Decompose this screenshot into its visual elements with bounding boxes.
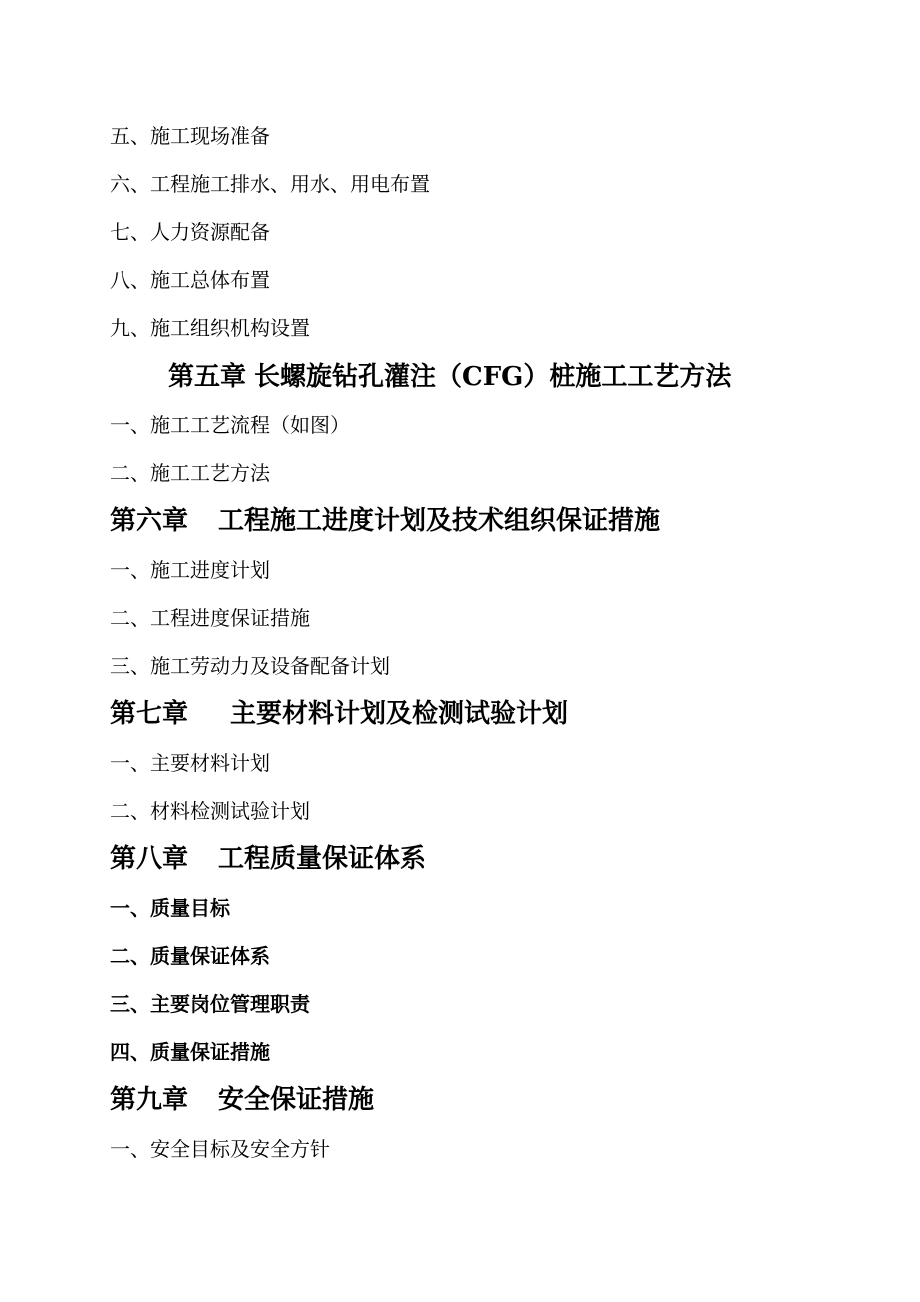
chapter-6-number: 第六章	[110, 506, 189, 536]
toc-item-materials-testing: 二、材料检测试验计划	[110, 799, 310, 823]
toc-item-safety-goal: 一、安全目标及安全方针	[110, 1137, 330, 1161]
toc-item-drainage-water-power: 六、工程施工排水、用水、用电布置	[110, 172, 430, 196]
toc-item-human-resources: 七、人力资源配备	[110, 220, 270, 244]
chapter-9-heading	[110, 1087, 374, 1113]
chapter-8-heading	[110, 846, 426, 872]
toc-item-quality-goal: 一、质量目标	[110, 896, 230, 920]
chapter-8-number: 第八章	[110, 844, 189, 874]
toc-item-materials-plan: 一、主要材料计划	[110, 751, 270, 775]
chapter-8-title: 工程质量保证体系	[218, 844, 427, 874]
chapter-5-title: 长螺旋钻孔灌注（CFG）桩施工工艺方法	[254, 362, 732, 392]
chapter-7-title: 主要材料计划及检测试验计划	[230, 699, 569, 729]
chapter-6-title: 工程施工进度计划及技术组织保证措施	[218, 506, 661, 536]
chapter-9-number: 第九章	[110, 1085, 189, 1115]
chapter-7-number: 第七章	[110, 699, 189, 729]
chapter-5-heading	[168, 364, 731, 390]
toc-item-schedule-plan: 一、施工进度计划	[110, 558, 270, 582]
toc-item-process-flow: 一、施工工艺流程（如图）	[110, 413, 350, 437]
toc-item-process-method: 二、施工工艺方法	[110, 461, 270, 485]
toc-item-post-duties: 三、主要岗位管理职责	[110, 992, 310, 1016]
toc-item-site-preparation: 五、施工现场准备	[110, 124, 270, 148]
chapter-5-number: 第五章	[168, 362, 247, 392]
toc-item-organization-setup: 九、施工组织机构设置	[110, 316, 310, 340]
toc-item-labor-equipment: 三、施工劳动力及设备配备计划	[110, 654, 390, 678]
toc-item-quality-system: 二、质量保证体系	[110, 944, 270, 968]
chapter-9-title: 安全保证措施	[218, 1085, 375, 1115]
chapter-7-heading	[110, 701, 568, 727]
toc-item-quality-measures: 四、质量保证措施	[110, 1040, 270, 1064]
toc-item-schedule-measures: 二、工程进度保证措施	[110, 606, 310, 630]
toc-item-general-layout: 八、施工总体布置	[110, 268, 270, 292]
chapter-6-heading	[110, 508, 660, 534]
